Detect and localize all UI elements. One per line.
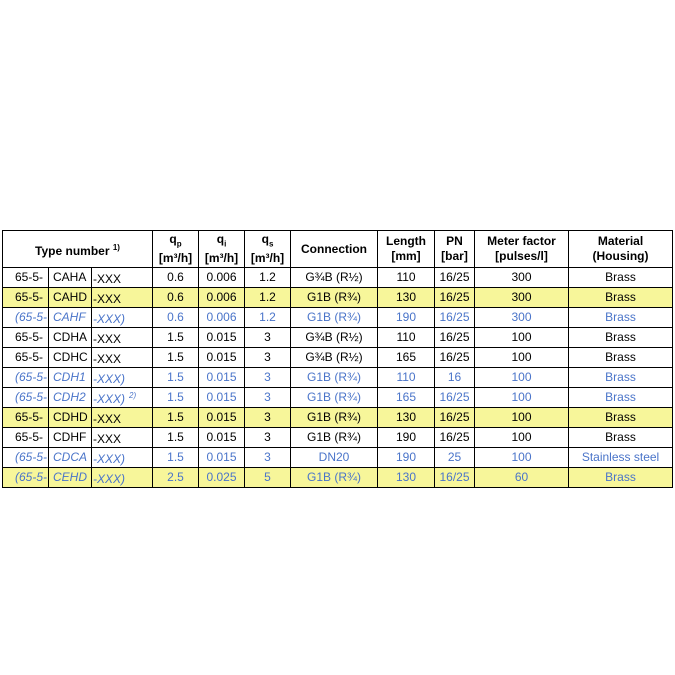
cell-connection: G¾B (R½) [291, 268, 378, 288]
cell-qi: 0.025 [199, 468, 245, 488]
cell-suffix [92, 468, 153, 488]
cell-length: 110 [378, 328, 435, 348]
cell-connection: G1B (R¾) [291, 288, 378, 308]
cell-qs: 3 [245, 428, 291, 448]
cell-qp: 1.5 [153, 428, 199, 448]
cell-meter-factor: 100 [475, 368, 569, 388]
cell-qs: 1.2 [245, 308, 291, 328]
cell-pn: 16/25 [435, 288, 475, 308]
cell-material: Brass [569, 328, 673, 348]
cell-material: Brass [569, 348, 673, 368]
header-material-sub: (Housing) [592, 249, 649, 263]
cell-code: CDCA [49, 448, 92, 468]
cell-qp: 1.5 [153, 368, 199, 388]
table-row [3, 388, 673, 408]
cell-code: CDHA [49, 328, 92, 348]
cell-qs: 3 [245, 388, 291, 408]
cell-length: 110 [378, 268, 435, 288]
header-length [378, 231, 435, 268]
cell-suffix-text: -XXX) [93, 472, 126, 486]
cell-code: CDHD [49, 408, 92, 428]
cell-length: 190 [378, 308, 435, 328]
header-length-label: Length [386, 234, 427, 248]
cell-qs: 3 [245, 408, 291, 428]
cell-qp: 1.5 [153, 448, 199, 468]
header-qi-symbol: q [216, 231, 225, 246]
cell-connection: G¾B (R½) [291, 328, 378, 348]
cell-code: CDH2 [49, 388, 92, 408]
cell-suffix-text: -XXX [93, 412, 122, 426]
cell-suffix-text: -XXX) [93, 452, 126, 466]
cell-qi: 0.015 [199, 388, 245, 408]
cell-length: 165 [378, 348, 435, 368]
header-qp-subscript: p [176, 239, 182, 249]
header-qp-symbol: q [169, 231, 177, 246]
header-qi-unit: [m³/h] [204, 251, 239, 266]
cell-length: 130 [378, 408, 435, 428]
cell-note: 2) [129, 391, 137, 400]
cell-suffix-text: -XXX [93, 292, 122, 306]
cell-qs: 3 [245, 328, 291, 348]
cell-qs: 1.2 [245, 268, 291, 288]
cell-meter-factor: 100 [475, 428, 569, 448]
cell-qi: 0.015 [199, 348, 245, 368]
header-type-number [3, 231, 153, 268]
cell-length: 190 [378, 428, 435, 448]
header-meter-factor [475, 231, 569, 268]
cell-suffix [92, 448, 153, 468]
cell-meter-factor: 100 [475, 408, 569, 428]
cell-suffix-text: -XXX [93, 352, 122, 366]
table-row [3, 428, 673, 448]
cell-material: Brass [569, 408, 673, 428]
cell-suffix-text: -XXX) [93, 372, 126, 386]
cell-material: Brass [569, 468, 673, 488]
cell-qi: 0.015 [199, 328, 245, 348]
cell-suffix [92, 268, 153, 288]
cell-prefix: (65-5- [3, 448, 49, 468]
header-pn [435, 231, 475, 268]
cell-qs: 3 [245, 348, 291, 368]
cell-prefix: 65-5- [3, 408, 49, 428]
cell-qi: 0.006 [199, 308, 245, 328]
cell-qp: 1.5 [153, 328, 199, 348]
header-connection [291, 231, 378, 268]
cell-prefix: (65-5- [3, 368, 49, 388]
table-row [3, 288, 673, 308]
header-material [569, 231, 673, 268]
cell-prefix: (65-5- [3, 388, 49, 408]
cell-suffix [92, 308, 153, 328]
cell-length: 165 [378, 388, 435, 408]
cell-pn: 25 [435, 448, 475, 468]
header-material-label: Material [597, 234, 644, 248]
cell-suffix-text: -XXX) [93, 392, 126, 406]
cell-qp: 2.5 [153, 468, 199, 488]
cell-connection: G1B (R¾) [291, 408, 378, 428]
cell-qi: 0.006 [199, 268, 245, 288]
header-qp [153, 231, 199, 268]
header-meter-factor-label: Meter factor [487, 234, 556, 248]
cell-code: CAHA [49, 268, 92, 288]
table-row [3, 348, 673, 368]
header-qs-symbol: q [261, 231, 269, 246]
cell-code: CAHF [49, 308, 92, 328]
header-qi [199, 231, 245, 268]
cell-prefix: (65-5- [3, 468, 49, 488]
cell-qi: 0.015 [199, 408, 245, 428]
header-qs-subscript: s [268, 239, 274, 249]
header-qi-subscript: i [224, 239, 227, 249]
cell-suffix-text: -XXX [93, 272, 122, 286]
header-row [3, 231, 673, 268]
header-qp-unit: [m³/h] [158, 251, 193, 266]
cell-suffix-text: -XXX [93, 332, 122, 346]
cell-prefix: 65-5- [3, 348, 49, 368]
cell-suffix [92, 348, 153, 368]
cell-meter-factor: 60 [475, 468, 569, 488]
cell-qi: 0.015 [199, 368, 245, 388]
table-row [3, 448, 673, 468]
cell-qs: 1.2 [245, 288, 291, 308]
cell-code: CDH1 [49, 368, 92, 388]
header-type-number-note: 1) [112, 242, 120, 252]
cell-material: Brass [569, 428, 673, 448]
cell-material: Brass [569, 368, 673, 388]
cell-connection: G¾B (R½) [291, 348, 378, 368]
header-qs-unit: [m³/h] [250, 251, 285, 266]
cell-prefix: 65-5- [3, 328, 49, 348]
cell-meter-factor: 100 [475, 328, 569, 348]
cell-length: 130 [378, 468, 435, 488]
cell-suffix [92, 328, 153, 348]
cell-pn: 16/25 [435, 428, 475, 448]
cell-pn: 16/25 [435, 268, 475, 288]
cell-meter-factor: 100 [475, 348, 569, 368]
table-row [3, 408, 673, 428]
cell-suffix-text: -XXX [93, 432, 122, 446]
cell-connection: G1B (R¾) [291, 428, 378, 448]
cell-length: 110 [378, 368, 435, 388]
cell-qi: 0.015 [199, 428, 245, 448]
cell-qp: 0.6 [153, 288, 199, 308]
cell-material: Brass [569, 268, 673, 288]
cell-code: CDHC [49, 348, 92, 368]
cell-pn: 16/25 [435, 308, 475, 328]
header-connection-label: Connection [301, 241, 368, 256]
cell-suffix-text: -XXX) [93, 312, 126, 326]
cell-suffix [92, 428, 153, 448]
table-row [3, 308, 673, 328]
cell-meter-factor: 300 [475, 308, 569, 328]
cell-code: CEHD [49, 468, 92, 488]
cell-prefix: 65-5- [3, 268, 49, 288]
cell-meter-factor: 300 [475, 288, 569, 308]
cell-qp: 0.6 [153, 308, 199, 328]
cell-pn: 16/25 [435, 328, 475, 348]
header-type-number-label: Type number [35, 243, 110, 258]
cell-connection: G1B (R¾) [291, 368, 378, 388]
header-qs [245, 231, 291, 268]
header-meter-factor-unit: [pulses/l] [495, 249, 548, 263]
cell-code: CDHF [49, 428, 92, 448]
header-pn-label: PN [446, 234, 463, 248]
cell-suffix [92, 288, 153, 308]
cell-suffix [92, 408, 153, 428]
cell-code: CAHD [49, 288, 92, 308]
cell-material: Brass [569, 308, 673, 328]
cell-qp: 1.5 [153, 388, 199, 408]
cell-meter-factor: 100 [475, 448, 569, 468]
header-length-unit: [mm] [391, 249, 421, 263]
cell-qp: 0.6 [153, 268, 199, 288]
cell-suffix [92, 368, 153, 388]
table-row [3, 328, 673, 348]
cell-qp: 1.5 [153, 348, 199, 368]
cell-length: 130 [378, 288, 435, 308]
cell-pn: 16 [435, 368, 475, 388]
cell-material: Brass [569, 388, 673, 408]
cell-qi: 0.006 [199, 288, 245, 308]
header-pn-unit: [bar] [441, 249, 468, 263]
cell-pn: 16/25 [435, 388, 475, 408]
cell-connection: G1B (R¾) [291, 308, 378, 328]
cell-qs: 3 [245, 368, 291, 388]
cell-qs: 5 [245, 468, 291, 488]
cell-prefix: (65-5- [3, 308, 49, 328]
cell-qp: 1.5 [153, 408, 199, 428]
cell-meter-factor: 100 [475, 388, 569, 408]
cell-pn: 16/25 [435, 348, 475, 368]
cell-prefix: 65-5- [3, 288, 49, 308]
cell-pn: 16/25 [435, 408, 475, 428]
cell-meter-factor: 300 [475, 268, 569, 288]
cell-length: 190 [378, 448, 435, 468]
table-row [3, 368, 673, 388]
cell-qs: 3 [245, 448, 291, 468]
table-row [3, 468, 673, 488]
cell-connection: DN20 [291, 448, 378, 468]
table-row [3, 268, 673, 288]
cell-connection: G1B (R¾) [291, 388, 378, 408]
meter-spec-table [2, 230, 673, 488]
cell-material: Brass [569, 288, 673, 308]
cell-suffix [92, 388, 153, 408]
cell-prefix: 65-5- [3, 428, 49, 448]
cell-material: Stainless steel [569, 448, 673, 468]
cell-pn: 16/25 [435, 468, 475, 488]
cell-qi: 0.015 [199, 448, 245, 468]
cell-connection: G1B (R¾) [291, 468, 378, 488]
